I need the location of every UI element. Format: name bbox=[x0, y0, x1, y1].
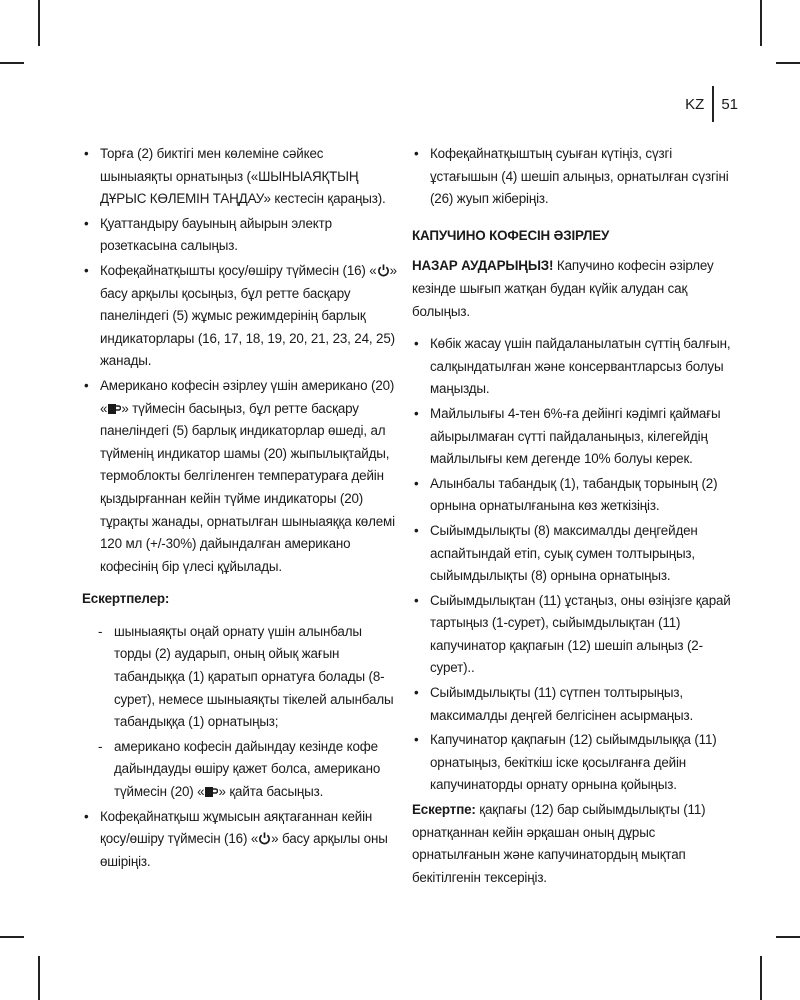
list-item: • Кофеқайнатқышты қосу/өшіру түймесін (16) « » басу арқылы қосыңыз, бұл ретте басқару панеліндегі (5) жұмыс режимдерінің барлық индикаторлары (16, 17, 18, 19, 20, 21, 23, 24, 25) жанады. bbox=[82, 260, 398, 373]
list-item: - шыныаяқты оңай орнату үшін алынбалы торды (2) аударып, оның ойық жағын табандыққа (1) қаратып орнатуға болады (8-сурет), немесе шыныаяқты тікелей алынбалы табандыққа (1) орнатыңыз; bbox=[82, 621, 398, 734]
power-icon bbox=[377, 264, 390, 277]
crop-mark bbox=[0, 62, 24, 64]
list-item: • Алынбалы табандық (1), табандық торының (2) орнына орнатылғанына көз жеткізіңіз. bbox=[412, 473, 738, 518]
language-code: KZ bbox=[685, 95, 705, 113]
attention-label: НАЗАР АУДАРЫҢЫЗ! bbox=[412, 258, 554, 274]
americano-cup-icon bbox=[204, 785, 218, 798]
list-item: • Сыйымдылықтан (11) ұстаңыз, оны өзіңізге қарай тартыңыз (1-сурет), сыйымдылықтан (11) капучинатор қақпағын (12) шешіп алыңыз (2-сурет).. bbox=[412, 590, 738, 680]
list-item: • Торға (2) биктігі мен көлеміне сәйкес шыныаяқты орнатыңыз («ШЫНЫАЯҚТЫҢ ДҰРЫС КӨЛЕМІН ТАҢДАУ» кестесін қараңыз). bbox=[82, 143, 398, 211]
crop-mark bbox=[0, 936, 24, 938]
power-icon bbox=[258, 832, 271, 845]
left-column bbox=[82, 143, 398, 875]
crop-mark bbox=[776, 936, 800, 938]
list-item: - американо кофесін дайындау кезінде кофе дайындауды өшіру қажет болса, американо түймесін (20) « » қайта басыңыз. bbox=[82, 736, 398, 804]
section-title: КАПУЧИНО КОФЕСІН ӘЗІРЛЕУ bbox=[412, 227, 610, 243]
attention-paragraph: НАЗАР АУДАРЫҢЫЗ! Капучино кофесін әзірлеу кезінде шығып жатқан будан күйік алудан сақ болыңыз. bbox=[412, 258, 714, 319]
list-item: • Кофеқайнатқыштың суыған күтіңіз, сүзгі ұстағышын (4) шешіп алыңыз, орнатылған сүзгіні (26) жуып жіберіңіз. bbox=[412, 143, 738, 211]
list-item: • Сыйымдылықты (11) сүтпен толтырыңыз, максималды деңгей белгісінен асырмаңыз. bbox=[412, 682, 738, 727]
list-item: • Сыйымдылықты (8) максималды деңгейден аспайтындай етіп, суық сумен толтырыңыз, сыйымдылықты (8) орнына орнатыңыз. bbox=[412, 520, 738, 588]
crop-mark bbox=[38, 956, 40, 1000]
list-item: • Қуаттандыру бауының айырын электр розеткасына салыңыз. bbox=[82, 213, 398, 258]
note-label: Ескертпе: bbox=[412, 802, 476, 818]
page-number: 51 bbox=[721, 95, 738, 113]
right-column bbox=[412, 143, 738, 899]
list-item: • Капучинатор қақпағын (12) сыйымдылыққа (11) орнатыңыз, бекіткіш іске қосылғанға дейін капучинаторды орнату орнына қойыңыз. bbox=[412, 729, 738, 797]
crop-mark bbox=[38, 0, 40, 46]
header-divider bbox=[712, 86, 714, 122]
notes-heading: Ескертпелер: bbox=[82, 591, 170, 607]
list-item: • Көбік жасау үшін пайдаланылатын сүттің балғын, салқындатылған және консервантларсыз болуы маңызды. bbox=[412, 333, 738, 401]
crop-mark bbox=[776, 62, 800, 64]
crop-mark bbox=[760, 0, 762, 46]
page-header bbox=[685, 86, 738, 122]
crop-mark bbox=[760, 956, 762, 1000]
note-paragraph: Ескертпе: қақпағы (12) бар сыйымдылықты (11) орнатқаннан кейін әрқашан оның дұрыс орнатылғанын және капучинатордың мықтап бекітілгенін тексеріңіз. bbox=[412, 802, 706, 885]
americano-cup-icon bbox=[107, 402, 121, 415]
list-item: • Кофеқайнатқыш жұмысын аяқтағаннан кейін қосу/өшіру түймесін (16) « » басу арқылы оны өшіріңіз. bbox=[82, 806, 398, 874]
list-item: • Американо кофесін әзірлеу үшін американо (20) « » түймесін басыңыз, бұл ретте басқару панеліндегі (5) барлық индикаторлар өшеді, ал түйменің индикатор шамы (20) жыпылықтайды, термоблокты белгіленген температураға дейін қыздырғаннан кейін түйме индикаторы (20) тұрақты жанады, орнатылған шыныаяққа көлемі 120 мл (+/-30%) дайындалған американо кофесінің бір үлесі құйылады. bbox=[82, 375, 398, 578]
list-item: • Майлылығы 4-тен 6%-ға дейінгі кәдімгі қаймағы айырылмаған сүтті пайдаланыңыз, кілегейдің майлылығы кем дегенде 10% болуы керек. bbox=[412, 403, 738, 471]
